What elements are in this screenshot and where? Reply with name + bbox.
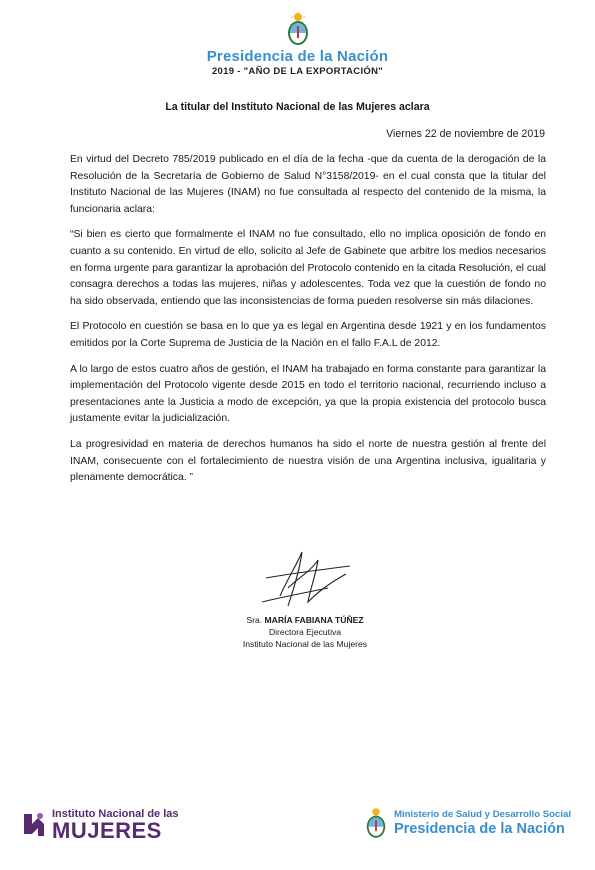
- signatory-role: Directora Ejecutiva: [268, 627, 342, 637]
- signatory-name: [230, 614, 380, 626]
- document-date: Viernes 22 de noviembre de 2019: [386, 128, 545, 140]
- inam-line2: MUJERES: [52, 818, 162, 843]
- paragraph: La progresividad en materia de derechos humanos ha sido el norte de nuestra gestión al frente del INAM, consecuente con el fortalecimiento de nuestra visión de una Argentina inclusiva, igualitaria y plenamente democrática. ”: [70, 438, 546, 484]
- national-coat-of-arms-icon: [285, 12, 311, 46]
- document-title: La titular del Instituto Nacional de las Mujeres aclara: [165, 101, 430, 113]
- signatory-fullname: MARÍA FABIANA TÚÑEZ: [264, 615, 364, 625]
- inam-line1: Instituto Nacional de las: [52, 808, 179, 820]
- ministry-logo: [364, 806, 571, 840]
- paragraph: El Protocolo en cuestión se basa en lo que ya es legal en Argentina desde 1921 y en los fundamentos emitidos por la Corte Suprema de Justicia de la Nación en el fallo F.A.L de 2012.: [70, 321, 546, 349]
- year-motto: 2019 - "AÑO DE LA EXPORTACIÓN": [211, 66, 384, 77]
- presidency-title: Presidencia de la Nación: [206, 48, 389, 65]
- signatory-prefix: Sra.: [246, 615, 263, 625]
- paragraph: En virtud del Decreto 785/2019 publicado en el día de la fecha -que da cuenta de la derogación de la Resolución de la Secretaría de Gobierno de Salud N°3158/2019- en el cual consta que la titular del Instituto Nacional de las Mujeres (INAM) no fue consultada al respecto del contenido de la misma, la funcionaria aclara:: [70, 154, 546, 215]
- document-body: [70, 152, 546, 496]
- presidency-name: Presidencia de la Nación: [393, 820, 565, 837]
- signature-image: [258, 548, 358, 610]
- paragraph: A lo largo de estos cuatro años de gestión, el INAM ha trabajado en forma constante para garantizar la implementación del Protocolo vigente desde 2015 en todo el territorio nacional, recurriendo incluso a presentaciones ante la Justicia a modo de excepción, ya que la propia existencia del protocolo busca justamente evitar la judicialización.: [70, 363, 546, 425]
- ministry-name: Ministerio de Salud y Desarrollo Social: [393, 808, 571, 820]
- national-coat-of-arms-icon: [364, 806, 388, 840]
- paragraph: “Si bien es cierto que formalmente el INAM no fue consultado, ello no implica oposición de fondo en cuanto a su contenido. En virtud de ello, solicito al Jefe de Gabinete que arbitre los medios necesarios en forma urgente para garantizar la aprobación del Protocolo contenido en la citada Resolución, el cual consagra derechos a todas las mujeres, niñas y adolescentes. Toda vez que la cuestión de fondo no ha sido observada, entiendo que las inconsistencias de forma pueden resolverse sin más dilaciones.: [70, 229, 546, 307]
- inam-logo: [20, 808, 179, 842]
- inam-logo-icon: [20, 810, 48, 840]
- signatory-institution: Instituto Nacional de las Mujeres: [242, 639, 368, 649]
- signature-block: [230, 614, 380, 650]
- letterhead: [0, 12, 595, 77]
